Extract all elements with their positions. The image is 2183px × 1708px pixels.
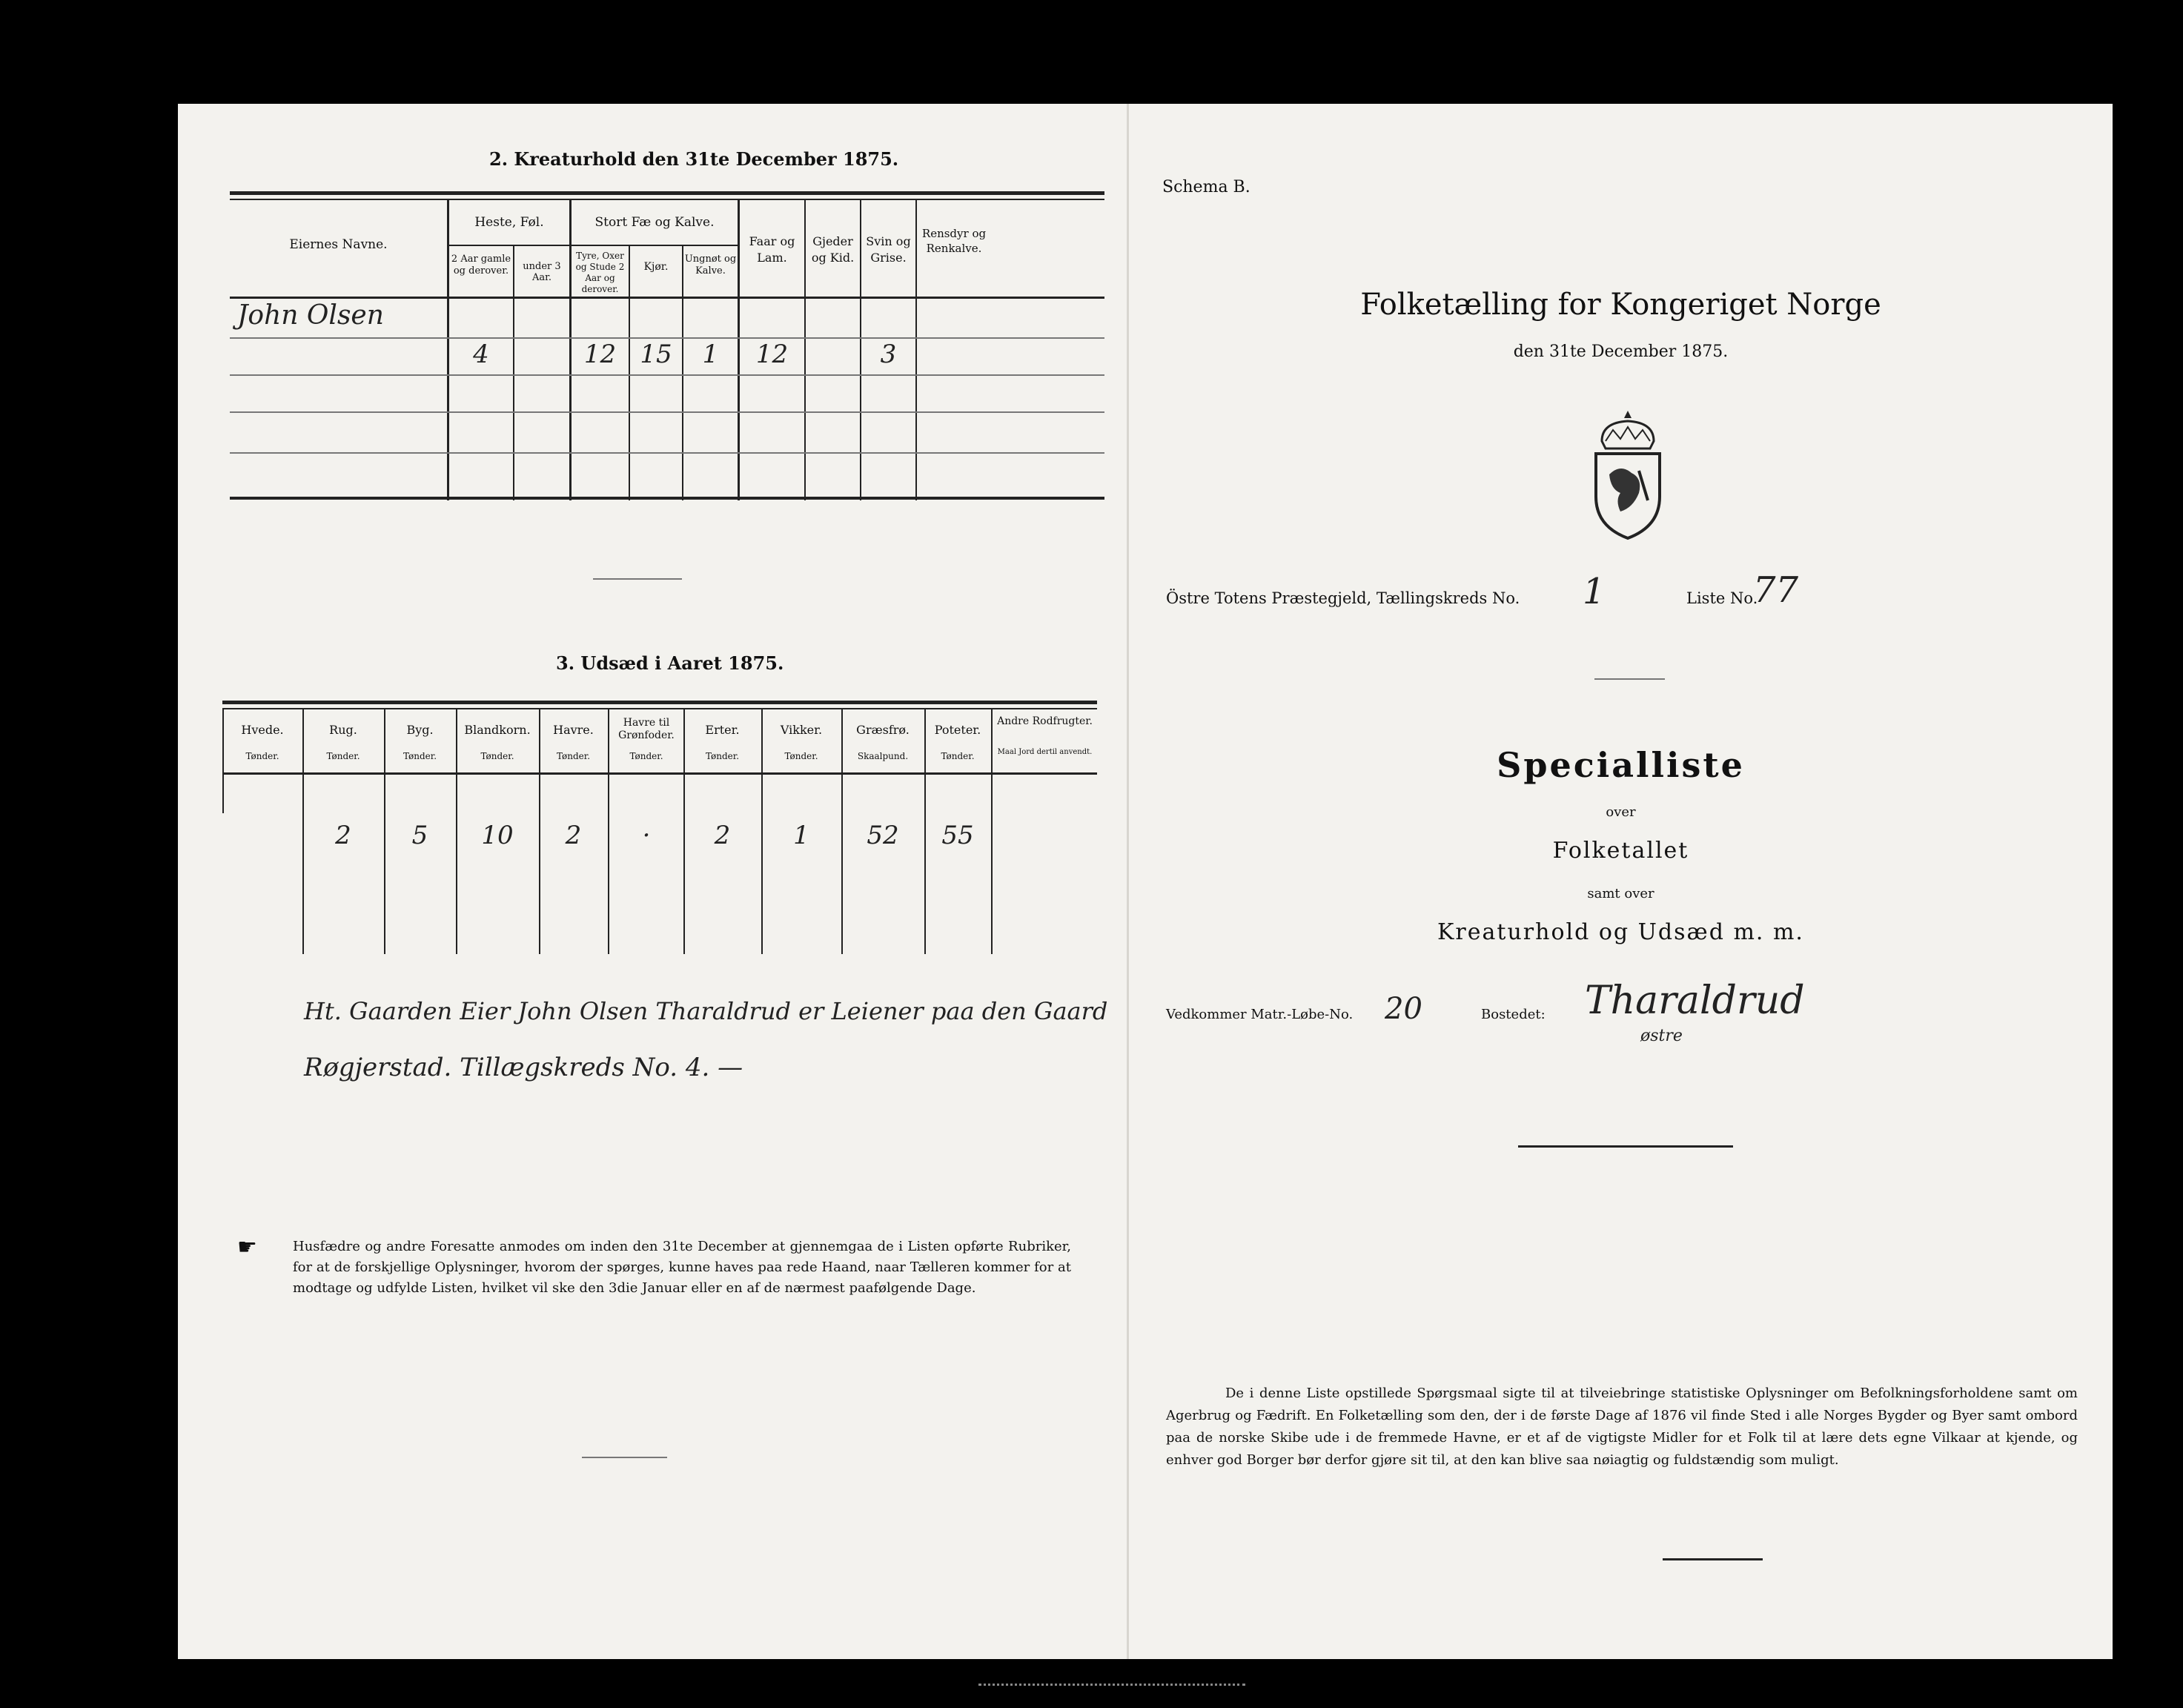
seed-value-5: · [642, 821, 651, 850]
schema-label: Schema B. [1162, 178, 1250, 196]
scan-artifact [978, 1679, 1245, 1686]
value-svin: 3 [880, 340, 897, 369]
seed-value-9: 55 [941, 821, 974, 850]
seed-unit-0: Tønder. [245, 751, 279, 761]
value-faar: 12 [755, 340, 789, 369]
section3-title: 3. Udsæd i Aaret 1875. [556, 652, 784, 674]
header-heste-b: under 3 Aar. [523, 261, 561, 283]
bostedet-label: Bostedet: [1481, 1007, 1546, 1022]
liste-number: 77 [1753, 569, 1799, 611]
seed-unit-10: Maal Jord dertil anvendt. [997, 748, 1093, 756]
seed-header-9: Poteter. [934, 723, 981, 737]
header-stort: Stort Fæ og Kalve. [594, 215, 715, 230]
left-page [178, 104, 1129, 1659]
header-svin: Svin og Grise. [866, 234, 911, 265]
seed-header-4: Havre. [553, 723, 594, 737]
seed-unit-2: Tønder. [403, 751, 437, 761]
liste-label: Liste No. [1686, 589, 1758, 607]
seed-header-6: Erter. [705, 723, 740, 737]
seed-header-3: Blandkorn. [464, 723, 531, 737]
seed-table [222, 709, 1097, 813]
header-faar: Faar og Lam. [749, 234, 795, 265]
header-stort-a: Tyre, Oxer og Stude 2 Aar og derover. [575, 251, 625, 294]
header-rensdyr: Rensdyr og Renkalve. [921, 227, 987, 255]
section2-title: 2. Kreaturhold den 31te December 1875. [489, 148, 899, 170]
folketallet-label: Folketallet [1552, 838, 1689, 864]
kreds-number: 1 [1583, 571, 1606, 612]
over-label: over [1606, 804, 1636, 820]
header-stort-b: Kjør. [643, 261, 669, 273]
seed-unit-3: Tønder. [480, 751, 514, 761]
seed-header-10: Andre Rodfrugter. [997, 715, 1093, 727]
prestegjeld-label: Östre Totens Præstegjeld, Tællingskreds No. [1166, 589, 1520, 607]
seed-unit-7: Tønder. [784, 751, 818, 761]
header-owner: Eiernes Navne. [289, 237, 388, 252]
matr-number: 20 [1385, 992, 1422, 1026]
seed-unit-8: Skaalpund. [857, 751, 909, 761]
value-heste-a: 4 [473, 340, 489, 369]
owner-name: John Olsen [237, 300, 384, 331]
form-title: Folketælling for Kongeriget Norge [1360, 288, 1881, 322]
seed-value-6: 2 [714, 821, 731, 850]
right-page [1129, 104, 2113, 1659]
coat-of-arms-icon [1587, 408, 1669, 544]
seed-header-5: Havre til Grønfoder. [618, 717, 675, 741]
form-date: den 31te December 1875. [1513, 342, 1729, 361]
seed-header-8: Græsfrø. [856, 723, 910, 737]
value-stort-a: 12 [583, 340, 617, 369]
seed-unit-9: Tønder. [941, 751, 975, 761]
matr-label: Vedkommer Matr.-Løbe-No. [1166, 1007, 1354, 1022]
kreaturhold-label: Kreaturhold og Udsæd m. m. [1437, 919, 1804, 945]
seed-header-7: Vikker. [780, 723, 823, 737]
seed-unit-1: Tønder. [326, 751, 360, 761]
footnote-text: Husfædre og andre Foresatte anmodes om inden den 31te December at gjennemgaa de i Listen opførte Rubriker, for at de forskjellige Oplysninger, hvorom der spørges, kunne haves paa rede Haand, naar Tælleren kommer for at modtage og udfylde Listen, hvilket vil ske den 3die Januar eller en af de nærmest paafølgende Dage. [293, 1239, 1071, 1296]
seed-value-8: 52 [867, 821, 899, 850]
seed-value-3: 10 [481, 821, 514, 850]
bostedet-sub: østre [1640, 1027, 1683, 1045]
pointing-hand-icon: ☛ [237, 1234, 257, 1260]
livestock-table [230, 200, 1104, 500]
census-sheet [178, 104, 2113, 1659]
seed-header-1: Rug. [329, 723, 357, 737]
seed-values-row [222, 813, 1097, 954]
header-gjeder: Gjeder og Kid. [811, 234, 855, 265]
seed-value-4: 2 [565, 821, 582, 850]
specialliste-heading: Specialliste [1497, 745, 1745, 785]
seed-value-1: 2 [335, 821, 351, 850]
header-heste-a: 2 Aar gamle og derover. [451, 254, 511, 277]
bottom-explanation: De i denne Liste opstillede Spørgsmaal sigte til at tilveiebringe statistiske Oplysninger om Befolkningsforholdene samt om Agerbrug og Fædrift. En Folketælling som den, der i de første Dage af 1876 vil finde Sted i alle Norges Bygder og Byer samt ombord paa de norske Skibe ude i de fremmede Havne, er et af de vigtigste Midler for et Folk til at lære dets egne Vilkaar at kjende, og enhver god Borger bør derfor gjøre sit til, at den kan blive saa nøiagtig og fuldstændig som muligt. [1166, 1386, 2078, 1468]
header-stort-c: Ungnøt og Kalve. [684, 254, 737, 277]
seed-header-0: Hvede. [241, 723, 284, 737]
handwritten-note-line1: Ht. Gaarden Eier John Olsen Tharaldrud er Leiener paa den Gaard [304, 997, 1108, 1025]
seed-unit-5: Tønder. [629, 751, 663, 761]
header-heste: Heste, Føl. [474, 215, 544, 230]
seed-unit-4: Tønder. [556, 751, 591, 761]
seed-value-2: 5 [411, 821, 428, 850]
seed-header-2: Byg. [406, 723, 434, 737]
bostedet-name: Tharaldrud [1585, 979, 1805, 1023]
seed-unit-6: Tønder. [705, 751, 740, 761]
value-stort-b: 15 [640, 340, 672, 369]
handwritten-note-line2: Røgjerstad. Tillægskreds No. 4. — [304, 1053, 743, 1082]
seed-value-7: 1 [793, 821, 809, 850]
samt-over-label: samt over [1587, 886, 1654, 901]
value-stort-c: 1 [702, 340, 719, 369]
